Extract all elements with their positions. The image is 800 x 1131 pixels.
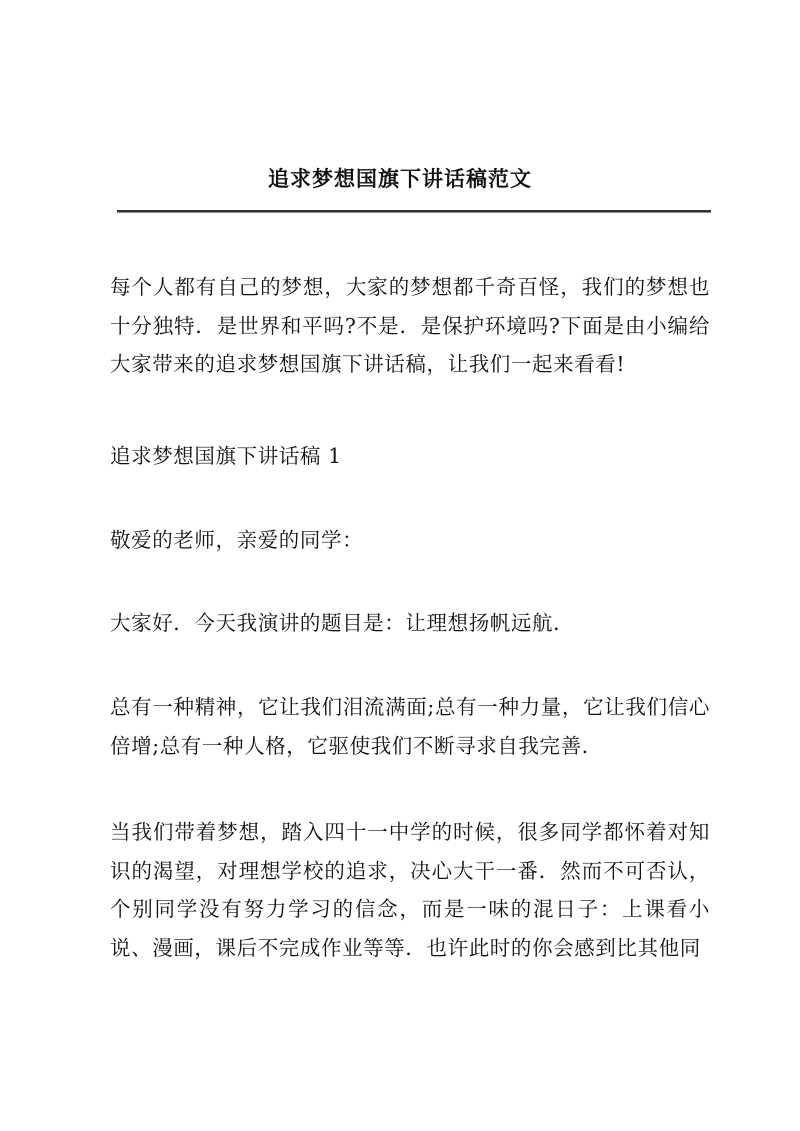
intro-paragraph: 每个人都有自己的梦想，大家的梦想都千奇百怪，我们的梦想也十分独特．是世界和平吗?不是．是保护环境吗?下面是由小编给大家带来的追求梦想国旗下讲话稿，让我们一起来看看! (110, 275, 710, 376)
greeting-paragraph: 大家好．今天我演讲的题目是：让理想扬帆远航． (110, 611, 575, 635)
body-paragraph: 总有一种精神，它让我们泪流满面;总有一种力量，它让我们信心倍增;总有一种人格，它驱使我们不断寻求自我完善． (110, 695, 710, 758)
title-divider (117, 210, 711, 213)
body-paragraph: 当我们带着梦想，踏入四十一中学的时候，很多同学都怀着对知识的渴望，对理想学校的追求，决心大干一番．然而不可否认，个别同学没有努力学习的信念，而是一味的混日子：上课看小说、漫画，课后不完成作业等等．也许此时的你会感到比其他同 (110, 820, 710, 960)
salutation: 敬爱的老师，亲爱的同学： (110, 528, 364, 552)
speech-heading: 追求梦想国旗下讲话稿 1 (110, 444, 342, 468)
document-title: 追求梦想国旗下讲话稿范文 (268, 166, 532, 191)
